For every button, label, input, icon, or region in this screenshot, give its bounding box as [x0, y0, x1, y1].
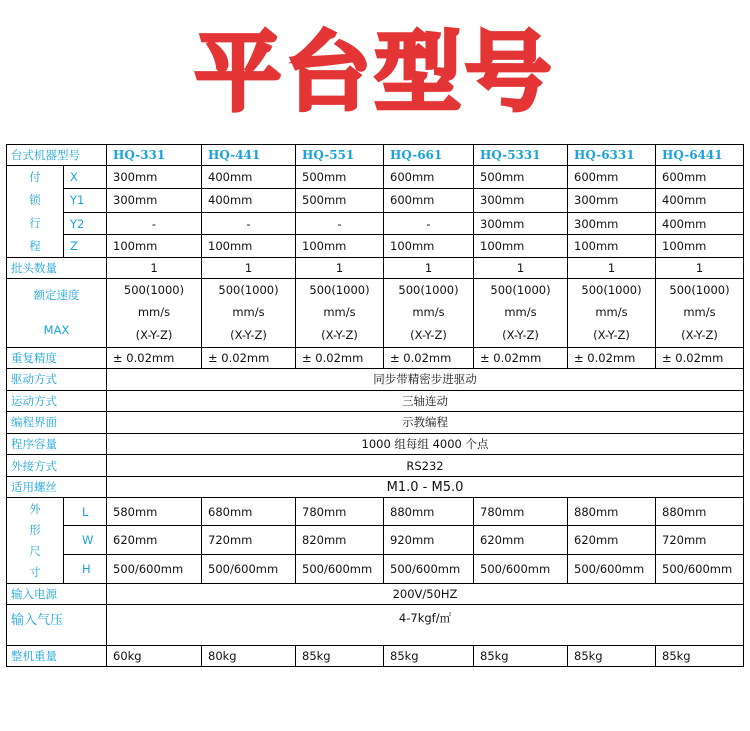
table-cell: 300mm	[107, 165, 202, 189]
dim-row-w	[7, 526, 744, 555]
table-cell: 720mm	[656, 526, 744, 555]
table-cell	[202, 278, 296, 348]
row-label: 驱动方式	[7, 368, 107, 390]
speed-value: 500(1000)	[398, 282, 459, 297]
speed-unit: mm/s	[683, 305, 716, 320]
speed-label: 额定速度	[33, 288, 80, 303]
speed-axes: (X-Y-Z)	[321, 328, 358, 343]
table-cell: 500/600mm	[296, 554, 384, 583]
model-header-label: 台式机器型号	[7, 145, 107, 166]
model-name: HQ-661	[384, 145, 474, 166]
table-cell: 600mm	[656, 165, 744, 189]
table-cell: 300mm	[568, 212, 656, 235]
travel-label-char: 付	[29, 169, 41, 184]
table-cell: -	[384, 212, 474, 235]
row-label: 适用螺丝	[7, 476, 107, 498]
table-cell: 500mm	[474, 165, 568, 189]
table-cell: 100mm	[296, 235, 384, 258]
travel-row-y2	[7, 212, 744, 235]
screw-row	[7, 476, 744, 498]
table-cell: 80kg	[202, 646, 296, 667]
model-header-row	[7, 145, 744, 166]
speed-value: 500(1000)	[218, 282, 279, 297]
speed-unit: mm/s	[323, 305, 356, 320]
row-label	[7, 278, 107, 348]
span-value: 示教编程	[107, 412, 744, 434]
drive-row	[7, 368, 744, 390]
model-name: HQ-331	[107, 145, 202, 166]
speed-axes: (X-Y-Z)	[681, 328, 718, 343]
table-cell: 680mm	[202, 498, 296, 526]
table-cell: 600mm	[384, 165, 474, 189]
air-row	[7, 605, 744, 646]
span-value: RS232	[107, 455, 744, 477]
table-cell: 620mm	[107, 526, 202, 555]
table-cell: 85kg	[474, 646, 568, 667]
table-cell: 620mm	[474, 526, 568, 555]
table-cell: 600mm	[568, 165, 656, 189]
table-cell: 300mm	[474, 212, 568, 235]
speed-unit: mm/s	[595, 305, 628, 320]
row-label: 外接方式	[7, 455, 107, 477]
axis-label: W	[64, 526, 107, 555]
travel-label-char: 锁	[29, 192, 41, 207]
speed-unit: mm/s	[137, 305, 171, 320]
span-value: 1000 组每组 4000 个点	[107, 433, 744, 455]
table-cell: 780mm	[474, 498, 568, 526]
axis-label: Y2	[64, 212, 107, 235]
travel-row-z	[7, 235, 744, 258]
speed-axes: (X-Y-Z)	[230, 328, 267, 343]
speed-axes: (X-Y-Z)	[410, 328, 447, 343]
span-value: 同步带精密步进驱动	[107, 368, 744, 390]
span-value: 4-7kgf/㎡	[107, 605, 744, 646]
row-label: 输入电源	[7, 583, 107, 605]
dims-label	[7, 498, 64, 583]
travel-label-char: 程	[29, 238, 41, 253]
table-cell: 85kg	[296, 646, 384, 667]
table-cell: 400mm	[202, 189, 296, 213]
interface-row	[7, 455, 744, 477]
table-cell: 85kg	[656, 646, 744, 667]
table-cell: 780mm	[296, 498, 384, 526]
table-cell: 500mm	[296, 189, 384, 213]
dim-row-h	[7, 554, 744, 583]
repeat-row	[7, 348, 744, 369]
travel-row-x	[7, 165, 744, 189]
table-cell: 880mm	[384, 498, 474, 526]
row-label: 批头数量	[7, 257, 107, 278]
table-cell: ± 0.02mm	[474, 348, 568, 369]
table-cell: 300mm	[107, 189, 202, 213]
spec-table	[6, 144, 744, 667]
travel-label-char: 行	[29, 215, 41, 230]
axis-label: Y1	[64, 189, 107, 213]
speed-label-max: MAX	[43, 322, 70, 337]
power-row	[7, 583, 744, 605]
bits-row	[7, 257, 744, 278]
speed-value: 500(1000)	[309, 282, 370, 297]
table-cell: ± 0.02mm	[384, 348, 474, 369]
span-value: 三轴连动	[107, 390, 744, 412]
speed-axes: (X-Y-Z)	[502, 328, 539, 343]
table-cell: -	[202, 212, 296, 235]
dims-label-char: 尺	[29, 544, 41, 559]
speed-axes: (X-Y-Z)	[135, 328, 173, 343]
capacity-row	[7, 433, 744, 455]
speed-unit: mm/s	[232, 305, 265, 320]
table-cell: ± 0.02mm	[568, 348, 656, 369]
table-cell	[107, 278, 202, 348]
axis-label: L	[64, 498, 107, 526]
row-label: 运动方式	[7, 390, 107, 412]
table-cell: 100mm	[568, 235, 656, 258]
table-cell: 100mm	[656, 235, 744, 258]
table-cell: 820mm	[296, 526, 384, 555]
table-cell: 300mm	[474, 189, 568, 213]
speed-value: 500(1000)	[669, 282, 730, 297]
table-cell: 880mm	[656, 498, 744, 526]
table-cell: 100mm	[107, 235, 202, 258]
table-cell: 100mm	[384, 235, 474, 258]
table-cell: 300mm	[568, 189, 656, 213]
table-cell: 620mm	[568, 526, 656, 555]
table-cell: 400mm	[656, 189, 744, 213]
table-cell: 500/600mm	[384, 554, 474, 583]
row-label: 重复精度	[7, 348, 107, 369]
model-name: HQ-6331	[568, 145, 656, 166]
table-cell: 500/600mm	[474, 554, 568, 583]
axis-label: Z	[64, 235, 107, 258]
model-name: HQ-5331	[474, 145, 568, 166]
speed-value: 500(1000)	[490, 282, 551, 297]
speed-unit: mm/s	[412, 305, 445, 320]
table-cell: 85kg	[384, 646, 474, 667]
table-cell: 500mm	[296, 165, 384, 189]
row-label: 编程界面	[7, 412, 107, 434]
axis-label: H	[64, 554, 107, 583]
table-cell: 1	[474, 257, 568, 278]
table-cell: 720mm	[202, 526, 296, 555]
table-cell: 1	[202, 257, 296, 278]
table-cell	[384, 278, 474, 348]
table-cell	[296, 278, 384, 348]
table-cell: -	[296, 212, 384, 235]
table-cell: 1	[107, 257, 202, 278]
speed-row	[7, 278, 744, 348]
table-cell	[474, 278, 568, 348]
span-value: 200V/50HZ	[107, 583, 744, 605]
page-title: 平台型号	[195, 23, 555, 123]
table-cell: 880mm	[568, 498, 656, 526]
table-cell: 400mm	[656, 212, 744, 235]
row-label: 输入气压	[7, 605, 107, 646]
table-cell: 1	[296, 257, 384, 278]
row-label: 程序容量	[7, 433, 107, 455]
table-cell: -	[107, 212, 202, 235]
travel-row-y1	[7, 189, 744, 213]
programming-row	[7, 412, 744, 434]
table-cell: ± 0.02mm	[202, 348, 296, 369]
table-cell: ± 0.02mm	[296, 348, 384, 369]
dim-row-l	[7, 498, 744, 526]
table-cell: 1	[384, 257, 474, 278]
table-cell: 580mm	[107, 498, 202, 526]
table-cell: 600mm	[384, 189, 474, 213]
speed-value: 500(1000)	[123, 282, 185, 297]
table-cell: 500/600mm	[107, 554, 202, 583]
table-cell	[656, 278, 744, 348]
weight-row	[7, 646, 744, 667]
model-name: HQ-6441	[656, 145, 744, 166]
model-name: HQ-551	[296, 145, 384, 166]
table-cell	[568, 278, 656, 348]
axis-label: X	[64, 165, 107, 189]
motion-row	[7, 390, 744, 412]
table-cell: ± 0.02mm	[107, 348, 202, 369]
span-value: M1.0 - M5.0	[107, 476, 744, 498]
table-cell: 500/600mm	[656, 554, 744, 583]
table-cell: 920mm	[384, 526, 474, 555]
table-cell: 100mm	[202, 235, 296, 258]
dims-label-char: 寸	[29, 565, 41, 580]
table-cell: 1	[656, 257, 744, 278]
speed-axes: (X-Y-Z)	[593, 328, 630, 343]
table-cell: 60kg	[107, 646, 202, 667]
table-cell: 100mm	[474, 235, 568, 258]
table-cell: 1	[568, 257, 656, 278]
table-cell: 85kg	[568, 646, 656, 667]
dims-label-char: 形	[29, 523, 41, 537]
table-cell: 500/600mm	[568, 554, 656, 583]
row-label: 整机重量	[7, 646, 107, 667]
speed-unit: mm/s	[504, 305, 537, 320]
speed-value: 500(1000)	[581, 282, 642, 297]
table-cell: 400mm	[202, 165, 296, 189]
travel-label	[7, 165, 64, 257]
dims-label-char: 外	[29, 501, 41, 516]
table-cell: 500/600mm	[202, 554, 296, 583]
table-cell: ± 0.02mm	[656, 348, 744, 369]
model-name: HQ-441	[202, 145, 296, 166]
